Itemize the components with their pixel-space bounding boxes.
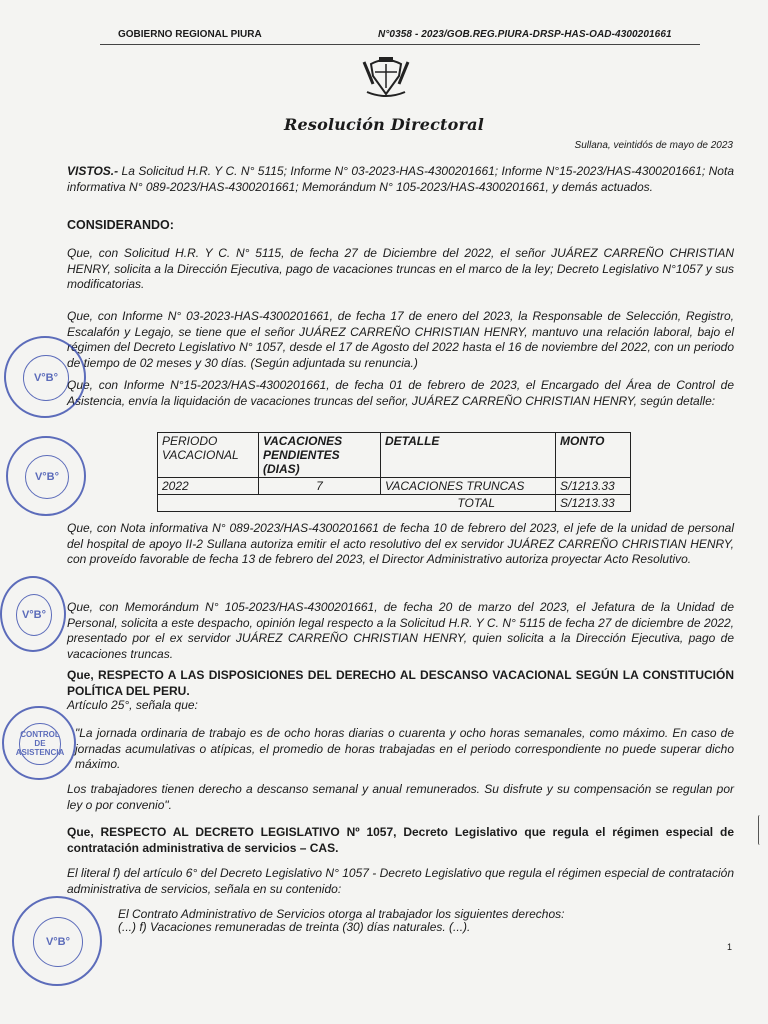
document-title: Resolución Directoral (283, 115, 484, 134)
table-cell: VACACIONES TRUNCAS (381, 478, 556, 495)
considerando-heading: CONSIDERANDO: (67, 218, 174, 232)
seal-direccion-ejecutiva-stamp (4, 336, 86, 418)
quote-paragraph-1: "La jornada ordinaria de trabajo es de ocho horas diarias o cuarenta y ocho horas semanales, como máximo. En caso de jornadas acumulativas o atípicas, el promedio de horas trabajadas en el periodo correspondiente no puede superar dicho máximo. (75, 726, 734, 771)
paragraph-3: Que, con Informe N°15-2023/HAS-4300201661, de fecha 01 de febrero de 2023, el Encargado del Área de Control de Asistencia, envía la liquidación de vacaciones truncas del señor, JUÁREZ CARREÑO CHRISTIAN HENRY, según detalle: (67, 378, 734, 408)
paragraph-4: Que, con Nota informativa N° 089-2023/HAS-4300201661 de fecha 10 de febrero del 2023, el jefe de la unidad de personal del hospital de apoyo II-2 Sullana autoriza emitir el acto resolutivo del ex servidor JUÁREZ CARREÑO CHRISTIAN HENRY, con proveído favorable de fecha 13 de febrero del 2023, el Director Administrativo autoriza proyectar Acto Resolutivo. (67, 521, 734, 566)
paragraph-7b: (...) f) Vacaciones remuneradas de treinta (30) días naturales. (...). (118, 920, 471, 934)
header-divider (100, 44, 700, 45)
table-header-cell: PERIODO VACACIONAL (158, 433, 259, 478)
coat-of-arms-icon (361, 54, 411, 100)
quote-paragraph-2: Los trabajadores tienen derecho a descanso semanal y anual remunerados. Su disfrute y su compensación se regulan por ley o por convenio". (67, 782, 734, 812)
table-header-row (158, 433, 631, 478)
paragraph-6: El literal f) del artículo 6° del Decreto Legislativo N° 1057 - Decreto Legislativo que regula el régimen especial de contratación administrativa de servicios, señala en su contenido: (67, 866, 734, 896)
seal-vb-label: V°B° (23, 355, 69, 401)
table-cell: S/1213.33 (556, 478, 631, 495)
vistos-label: VISTOS.- (67, 164, 119, 178)
table-header-cell: MONTO (556, 433, 631, 478)
table-total-value: S/1213.33 (556, 495, 631, 512)
seal-vb-label: V°B° (25, 455, 70, 500)
vacation-table (157, 432, 631, 512)
seal-administracion-stamp (0, 576, 66, 652)
seal-control-asistencia-stamp (2, 706, 76, 780)
seal-vb-label: V°B° (16, 594, 53, 636)
margin-mark (758, 815, 762, 845)
table-total-row (158, 495, 631, 512)
table-cell: 7 (259, 478, 381, 495)
vistos-text: La Solicitud H.R. Y C. N° 5115; Informe N° 03-2023-HAS-4300201661; Informe N°15-2023/HAS-4300201661; Nota informativa N° 089-2023/HAS-4300201661; Memorándum N° 105-2023/HAS-4300201661, y demás actuados. (67, 164, 734, 194)
table-row (158, 478, 631, 495)
header-organization: GOBIERNO REGIONAL PIURA (118, 29, 262, 40)
document-date: Sullana, veintidós de mayo de 2023 (574, 140, 733, 151)
section-heading-dl1057: Que, RESPECTO AL DECRETO LEGISLATIVO Nº 1057, Decreto Legislativo que regula el régimen especial de contratación administrativa de servicios – CAS. (67, 825, 734, 855)
article-25-label: Artículo 25°, señala que: (67, 698, 198, 712)
table-header-cell: VACACIONES PENDIENTES (DIAS) (259, 433, 381, 478)
seal-control-asistencia-text: CONTROL DE ASISTENCIA (19, 723, 60, 764)
seal-sullana-stamp (12, 896, 102, 986)
seal-unidad-personal-stamp (6, 436, 86, 516)
paragraph-7a: El Contrato Administrativo de Servicios otorga al trabajador los siguientes derechos: (118, 907, 565, 921)
table-cell: 2022 (158, 478, 259, 495)
table-total-label: TOTAL (158, 495, 556, 512)
paragraph-2: Que, con Informe N° 03-2023-HAS-4300201661, de fecha 17 de enero del 2023, la Responsable de Selección, Registro, Escalafón y Legajo, se tiene que el señor JUÁREZ CARREÑO CHRISTIAN HENRY, mantuvo una relación laboral, bajo el régimen del Decreto Legislativo N° 1057, desde el 17 de Agosto del 2022 hasta el 16 de noviembre del 2022, con un periodo de tiempo de 02 meses y 30 días. (Según adjuntada su renuncia.) (67, 309, 734, 370)
section-heading-constitution: Que, RESPECTO A LAS DISPOSICIONES DEL DERECHO AL DESCANSO VACACIONAL SEGÚN LA CONSTITUCIÓN POLÍTICA DEL PERU. (67, 668, 734, 698)
vistos-paragraph (67, 164, 734, 195)
paragraph-1: Que, con Solicitud H.R. Y C. N° 5115, de fecha 27 de Diciembre del 2022, el señor JUÁREZ CARREÑO CHRISTIAN HENRY, solicita a la Dirección Ejecutiva, pago de vacaciones truncas en el marco de la ley; Decreto Legislativo N°1057 y sus modificatorias. (67, 246, 734, 291)
paragraph-5: Que, con Memorándum N° 105-2023/HAS-4300201661, de fecha 20 de marzo del 2023, el Jefatura de la Unidad de Personal, solicita a este despacho, opinión legal respecto a la Solicitud H.R. Y C. N° 5115 de fecha 27 de diciembre de 2022, presentado por el ex servidor JUÁREZ CARREÑO CHRISTIAN HENRY, quien solicita a la Dirección Ejecutiva, pago de vacaciones truncas. (67, 600, 734, 661)
table-header-cell: DETALLE (381, 433, 556, 478)
page-number: 1 (726, 942, 732, 952)
header-reference-number: N°0358 - 2023/GOB.REG.PIURA-DRSP-HAS-OAD-4300201661 (378, 29, 672, 40)
seal-vb-label: V°B° (33, 917, 83, 967)
